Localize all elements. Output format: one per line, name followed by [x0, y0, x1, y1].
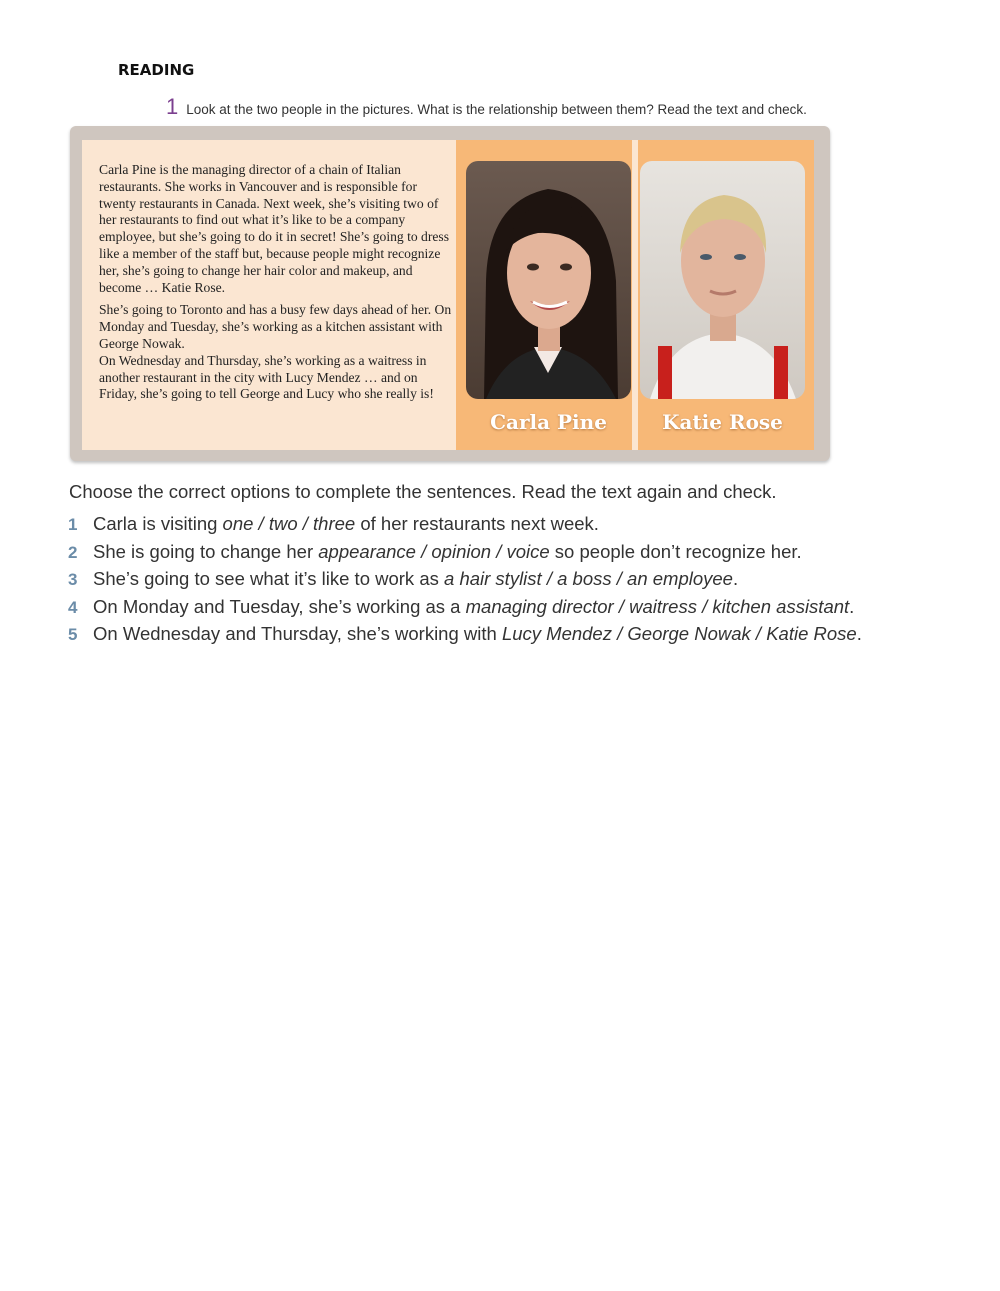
item-number: 3: [68, 570, 78, 590]
carla-pine-caption: Carla Pine: [490, 410, 607, 434]
answer-options[interactable]: Lucy Mendez / George Nowak / Katie Rose: [501, 623, 857, 645]
article-text: [99, 162, 454, 409]
sentence-item: [68, 541, 862, 569]
photo-panel: [456, 140, 814, 450]
photo-divider: [632, 140, 638, 450]
sentence-text: She is going to change her appearance / opinion / voice so people don’t recognize her.: [93, 540, 802, 562]
sentence-item: [68, 623, 862, 651]
item-number: 5: [68, 625, 78, 645]
answer-options[interactable]: managing director / waitress / kitchen assistant: [465, 595, 850, 617]
sentence-text: On Wednesday and Thursday, she’s working with Lucy Mendez / George Nowak / Katie Rose.: [93, 623, 862, 645]
sentence-list: [68, 513, 862, 651]
answer-options[interactable]: appearance / opinion / voice: [318, 540, 550, 562]
exercise-1-instruction: [166, 94, 807, 120]
section-heading: READING: [118, 61, 195, 79]
item-number: 1: [68, 515, 78, 534]
sentence-item: [68, 596, 862, 624]
carla-pine-photo: [466, 161, 631, 399]
answer-options[interactable]: one / two / three: [222, 513, 356, 534]
katie-rose-photo: [640, 161, 805, 399]
carla-portrait-illustration: [466, 161, 631, 399]
answer-options[interactable]: a hair stylist / a boss / an employee: [444, 568, 733, 590]
katie-portrait-illustration: [640, 161, 805, 399]
exercise-number: 1: [166, 94, 179, 119]
sentence-text: She’s going to see what it’s like to work as a hair stylist / a boss / an employee.: [93, 568, 739, 590]
sentence-text: On Monday and Tuesday, she’s working as a managing director / waitress / kitchen assistant.: [93, 595, 855, 617]
article-paragraph-1: Carla Pine is the managing director of a chain of Italian restaurants. She works in Vancouver and is responsible for twenty restaurants in Canada. Next week, she’s visiting two of her restaurants to find out what it’s like to be a company employee, but she’s going to do it in secret! She’s going to dress like a member of the staff but, because people might recognize her, she’s going to change her hair color and makeup, and become … Katie Rose.: [99, 162, 449, 295]
item-number: 2: [68, 542, 78, 562]
sentence-item: [68, 513, 862, 541]
sentence-text: Carla is visiting one / two / three of her restaurants next week.: [93, 513, 599, 534]
reading-card-inner: [82, 140, 814, 450]
reading-card: [70, 126, 830, 461]
exercise-instruction-text: Look at the two people in the pictures. What is the relationship between them? Read the text and check.: [186, 102, 807, 117]
katie-rose-caption: Katie Rose: [662, 410, 783, 434]
item-number: 4: [68, 597, 78, 617]
article-paragraph-2b: On Wednesday and Thursday, she’s working as a waitress in another restaurant in the city with Lucy Mendez … and on Friday, she’s going to tell George and Lucy who she really is!: [99, 352, 434, 402]
article-paragraph-2a: She’s going to Toronto and has a busy few days ahead of her. On Monday and Tuesday, she’s working as a kitchen assistant with George Nowak.: [99, 302, 452, 351]
exercise-2-instruction: Choose the correct options to complete the sentences. Read the text again and check.: [69, 481, 777, 502]
sentence-item: [68, 568, 862, 596]
